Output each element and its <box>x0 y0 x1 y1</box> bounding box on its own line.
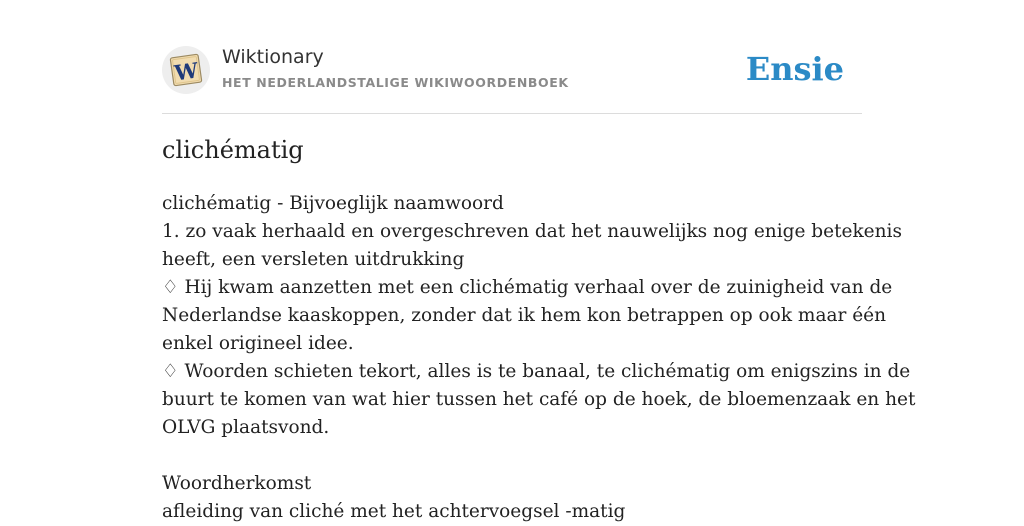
example-line: ♢ Woorden schieten tekort, alles is te banaal, te clichématig om enigszins in de <box>162 361 911 382</box>
example-line: enkel origineel idee. <box>162 333 354 354</box>
definition-line: 1. zo vaak herhaald en overgeschreven dat het nauwelijks nog enige betekenis <box>162 221 902 242</box>
site-tagline: HET NEDERLANDSTALIGE WIKIWOORDENBOEK <box>222 75 569 90</box>
wiktionary-logo-icon[interactable] <box>162 46 210 94</box>
example-line: OLVG plaatsvond. <box>162 417 330 438</box>
page-title: clichématig <box>162 136 304 164</box>
example-line: Nederlandse kaaskoppen, zonder dat ik hem kon betrappen op ook maar één <box>162 305 887 326</box>
spacer <box>162 442 862 470</box>
site-header <box>162 38 862 114</box>
definition-line: heeft, een versleten uitdrukking <box>162 249 465 270</box>
etymology-heading: Woordherkomst <box>162 473 312 494</box>
example-line: ♢ Hij kwam aanzetten met een clichématig verhaal over de zuinigheid van de <box>162 277 893 298</box>
site-name[interactable]: Wiktionary <box>222 46 324 68</box>
svg-text:W: W <box>172 57 200 86</box>
ensie-brand-link[interactable]: Ensie <box>745 50 844 88</box>
entry-content <box>162 190 916 526</box>
page <box>162 0 916 522</box>
definition-line: clichématig - Bijvoeglijk naamwoord <box>162 193 504 214</box>
example-line: buurt te komen van wat hier tussen het café op de hoek, de bloemenzaak en het <box>162 389 916 410</box>
etymology-text: afleiding van cliché met het achtervoegsel -matig <box>162 501 626 522</box>
